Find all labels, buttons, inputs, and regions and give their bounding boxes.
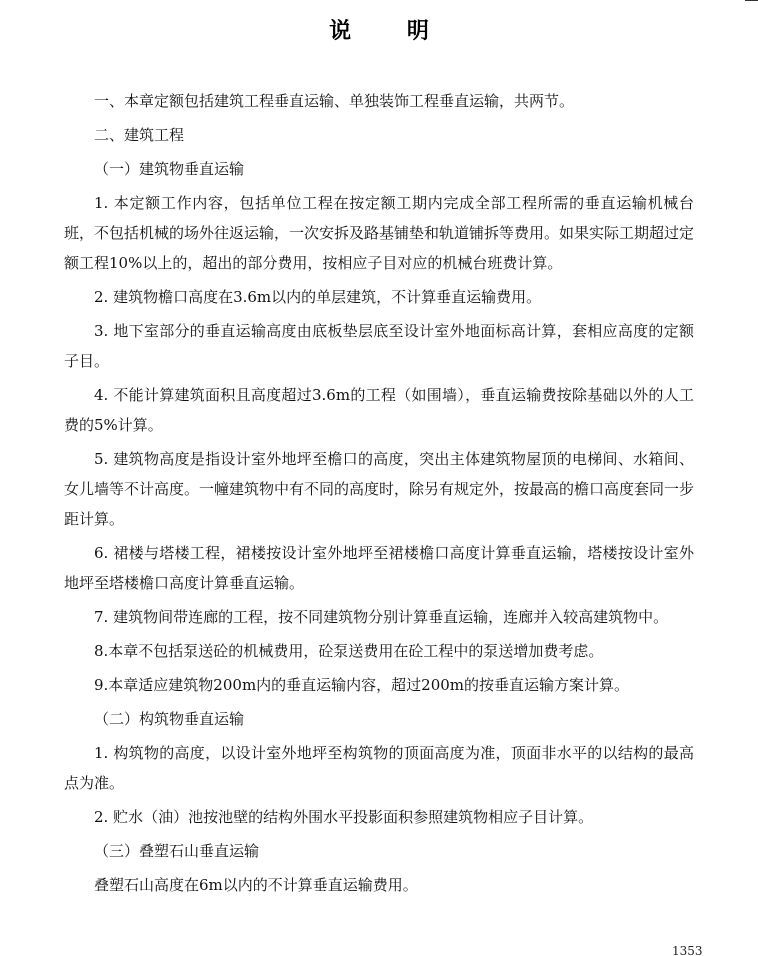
subsection-heading-rockery-vertical-transport: （三）叠塑石山垂直运输	[94, 842, 260, 860]
subsection-heading-building-vertical-transport: （一）建筑物垂直运输	[94, 160, 245, 178]
top-edge-rule	[745, 0, 758, 1]
paragraph-item-5: 5. 建筑物高度是指设计室外地坪至檐口的高度，突出主体建筑物屋顶的电梯间、水箱间、女儿墙等不计高度。一幢建筑物中有不同的高度时，除另有规定外，按最高的檐口高度套同一步距计算。	[64, 450, 695, 528]
paragraph-chapter-scope: 一、本章定额包括建筑工程垂直运输、单独装饰工程垂直运输，共两节。	[94, 92, 575, 110]
paragraph-item-1: 1. 本定额工作内容，包括单位工程在按定额工期内完成全部工程所需的垂直运输机械台班，不包括机械的场外往返运输，一次安拆及路基铺垫和轨道铺拆等费用。如果实际工期超过定额工程10%以上的，超出的部分费用，按相应子目对应的机械台班费计算。	[64, 194, 695, 272]
paragraph-item-3: 3. 地下室部分的垂直运输高度由底板垫层底至设计室外地面标高计算，套相应高度的定额子目。	[64, 322, 694, 370]
paragraph-item-2: 2. 建筑物檐口高度在3.6m以内的单层建筑，不计算垂直运输费用。	[94, 288, 542, 306]
page-number: 1353	[672, 944, 703, 956]
paragraph-rockery: 叠塑石山高度在6m以内的不计算垂直运输费用。	[94, 876, 418, 894]
paragraph-item-4: 4. 不能计算建筑面积且高度超过3.6m的工程（如围墙），垂直运输费按除基础以外的人工费的5%计算。	[64, 386, 694, 434]
paragraph-item-9: 9.本章适应建筑物200m内的垂直运输内容，超过200m的按垂直运输方案计算。	[94, 676, 630, 694]
paragraph-structure-item-1: 1. 构筑物的高度，以设计室外地坪至构筑物的顶面高度为准，顶面非水平的以结构的最高点为准。	[64, 744, 694, 792]
section-heading-building-works: 二、建筑工程	[94, 126, 185, 144]
page-title: 说 明	[329, 18, 453, 44]
document-body	[64, 86, 694, 904]
subsection-heading-structure-vertical-transport: （二）构筑物垂直运输	[94, 710, 245, 728]
paragraph-item-7: 7. 建筑物间带连廊的工程，按不同建筑物分别计算垂直运输，连廊并入较高建筑物中。	[94, 608, 669, 626]
paragraph-item-8: 8.本章不包括泵送砼的机械费用，砼泵送费用在砼工程中的泵送增加费考虑。	[94, 642, 604, 660]
paragraph-item-6: 6. 裙楼与塔楼工程，裙楼按设计室外地坪至裙楼檐口高度计算垂直运输，塔楼按设计室外地坪至塔楼檐口高度计算垂直运输。	[64, 544, 694, 592]
paragraph-structure-item-2: 2. 贮水（油）池按池壁的结构外围水平投影面积参照建筑物相应子目计算。	[94, 808, 594, 826]
